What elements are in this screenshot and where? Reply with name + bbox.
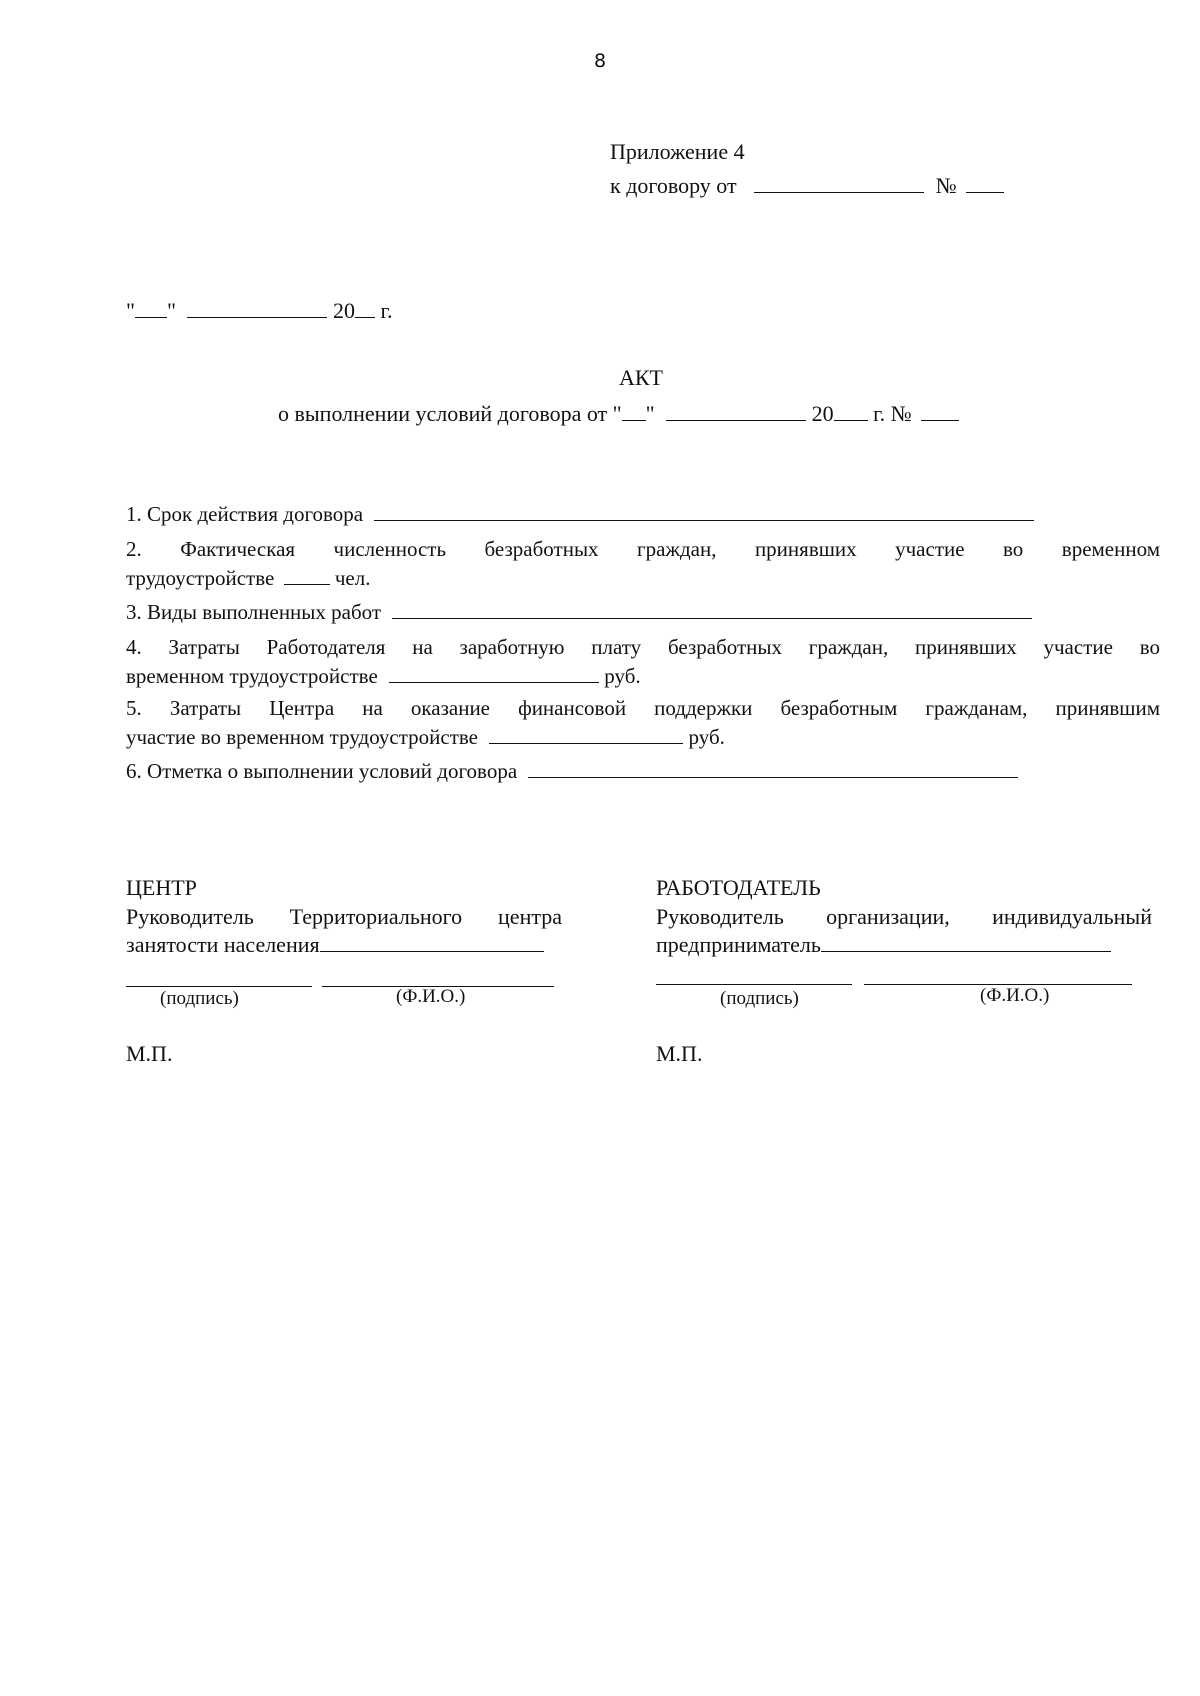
date-line: [126, 297, 393, 325]
item-6: [126, 757, 1018, 785]
item-2-field[interactable]: [284, 564, 330, 585]
item-1: [126, 500, 1034, 528]
center-heading: ЦЕНТР: [126, 875, 197, 900]
item-3-field[interactable]: [392, 598, 1032, 619]
center-sign-caption: (подпись): [160, 988, 239, 1009]
item-6-label: 6. Отметка о выполнении условий договора: [126, 759, 518, 783]
date-year-prefix: 20: [332, 298, 355, 323]
center-stamp: М.П.: [126, 1041, 173, 1066]
act-subtitle-end: г. №: [873, 401, 912, 426]
date-year-suffix: г.: [380, 298, 393, 323]
act-subtitle-quote: ": [645, 401, 655, 426]
item-4-unit: руб.: [604, 664, 641, 688]
number-sign: №: [935, 173, 957, 198]
contract-ref-label: к договору от: [610, 173, 737, 198]
employer-name-field[interactable]: [821, 931, 1111, 952]
item-4-line1: 4. Затраты Работодателя на заработную плату безработных граждан, принявших участие во: [126, 635, 1160, 659]
date-year-field[interactable]: [355, 297, 375, 318]
employer-stamp: М.П.: [656, 1041, 703, 1066]
employer-line2-label: предприниматель: [656, 932, 821, 957]
date-day-field[interactable]: [135, 297, 167, 318]
page-number: 8: [593, 50, 607, 72]
item-4-label: временном трудоустройстве: [126, 664, 378, 688]
contract-date-field[interactable]: [754, 172, 924, 193]
item-4-field[interactable]: [389, 662, 599, 683]
item-5-line2: [126, 723, 725, 751]
date-month-field[interactable]: [187, 297, 327, 318]
item-2-label: трудоустройстве: [126, 566, 275, 590]
item-4-line2: [126, 662, 641, 690]
item-1-field[interactable]: [374, 500, 1034, 521]
employer-sign-caption: (подпись): [720, 988, 799, 1009]
employer-name-caption: (Ф.И.О.): [980, 985, 1050, 1006]
center-line2: [126, 931, 544, 959]
item-5-line1: 5. Затраты Центра на оказание финансовой поддержки безработным гражданам, принявшим: [126, 696, 1160, 720]
act-subtitle: [278, 400, 959, 428]
item-1-label: 1. Срок действия договора: [126, 502, 364, 526]
appendix-title: Приложение 4: [610, 139, 745, 164]
act-year-field[interactable]: [834, 400, 868, 421]
item-5-field[interactable]: [489, 723, 683, 744]
item-5-unit: руб.: [688, 725, 725, 749]
center-name-field[interactable]: [320, 931, 544, 952]
employer-heading: РАБОТОДАТЕЛЬ: [656, 875, 821, 900]
item-6-field[interactable]: [528, 757, 1018, 778]
act-subtitle-start: о выполнении условий договора от ": [278, 401, 622, 426]
item-5-label: участие во временном трудоустройстве: [126, 725, 478, 749]
contract-number-field[interactable]: [966, 172, 1004, 193]
act-title: АКТ: [619, 365, 663, 390]
item-2-line1: 2. Фактическая численность безработных граждан, принявших участие во временном: [126, 537, 1160, 561]
center-line2-label: занятости населения: [126, 932, 320, 957]
center-signature-line[interactable]: [126, 986, 312, 987]
act-number-field[interactable]: [921, 400, 959, 421]
item-3-label: 3. Виды выполненных работ: [126, 600, 382, 624]
item-3: [126, 598, 1032, 626]
employer-signature-line[interactable]: [656, 984, 852, 985]
appendix-contract-ref: [610, 172, 1004, 200]
center-name-caption: (Ф.И.О.): [396, 986, 466, 1007]
item-2-line2: [126, 564, 370, 592]
act-year-prefix: 20: [811, 401, 834, 426]
employer-line2: [656, 931, 1111, 959]
date-open-quote: ": [126, 298, 135, 323]
date-close-quote: ": [166, 298, 176, 323]
item-2-unit: чел.: [334, 566, 371, 590]
act-day-field[interactable]: [622, 400, 646, 421]
employer-line1: Руководитель организации, индивидуальный: [656, 904, 1152, 929]
center-line1: Руководитель Территориального центра: [126, 904, 562, 929]
act-month-field[interactable]: [666, 400, 806, 421]
